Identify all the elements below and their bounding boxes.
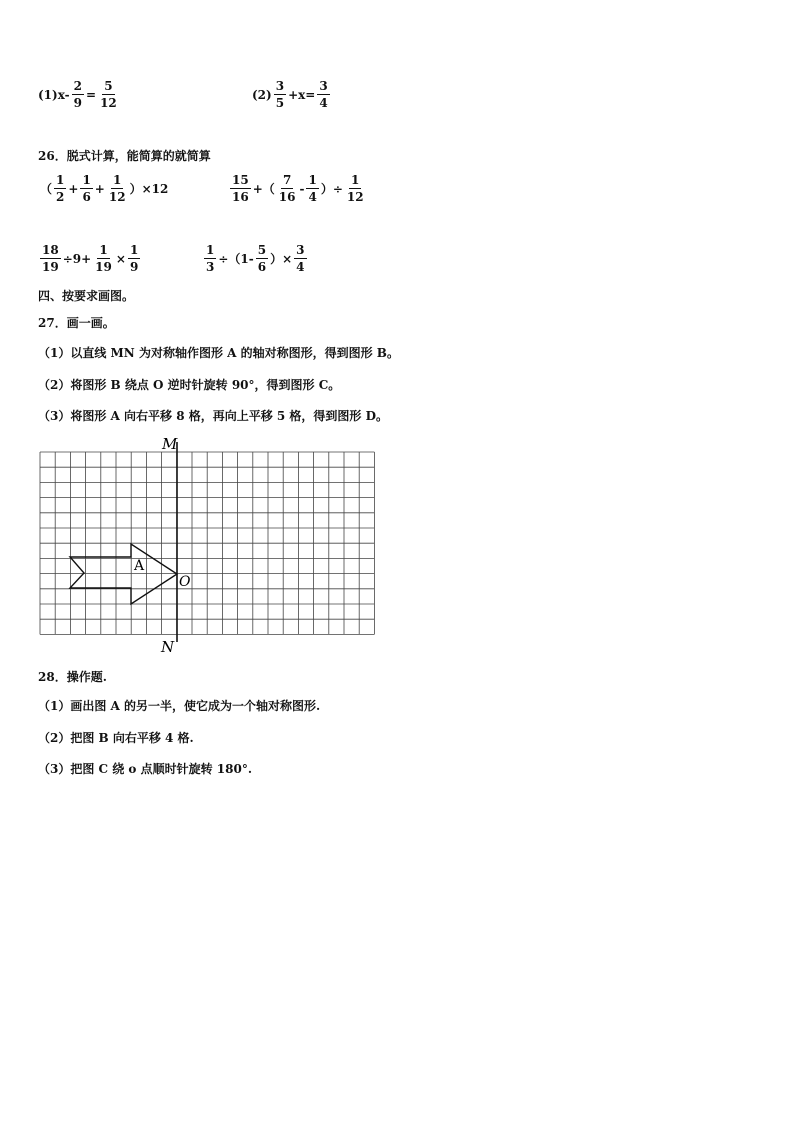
numerator: 3 [296, 243, 305, 257]
label-n: N [161, 638, 175, 655]
fraction [40, 244, 61, 273]
fraction [204, 244, 216, 273]
denominator: 6 [257, 260, 267, 274]
fraction [80, 174, 92, 203]
question-27-item-2: （2）将图形 B 绕点 O 逆时针旋转 90°，得到图形 C。 [38, 378, 341, 392]
expression-4 [202, 244, 309, 273]
fraction [230, 174, 251, 203]
question-28-item-3: （3）把图 C 绕 o 点顺时针旋转 180°. [38, 762, 253, 776]
operator: + [68, 181, 79, 196]
operator: ÷9+ [62, 251, 92, 266]
denominator: 12 [346, 190, 364, 204]
numerator: 3 [319, 79, 328, 93]
fraction [128, 244, 140, 273]
label-a: A [134, 558, 145, 574]
fraction [72, 80, 84, 109]
denominator: 5 [275, 96, 285, 110]
numerator: 1 [56, 173, 65, 187]
numerator: 18 [42, 243, 59, 257]
numerator: 1 [129, 243, 139, 257]
equation-1 [38, 80, 121, 109]
fraction [317, 80, 329, 109]
question-26-title: 26．脱式计算，能简算的就简算 [38, 149, 211, 163]
expression-1 [40, 174, 168, 203]
denominator: 4 [308, 190, 317, 204]
denominator: 6 [82, 190, 91, 204]
operator: +（ [252, 182, 275, 196]
denominator: 9 [129, 260, 139, 274]
question-27-item-3: （3）将图形 A 向右平移 8 格，再向上平移 5 格，得到图形 D。 [38, 409, 389, 423]
grid-figure [30, 430, 390, 655]
label-m: M [162, 435, 178, 453]
fraction [98, 80, 119, 109]
numerator: 1 [99, 243, 108, 257]
operator: × [115, 251, 126, 266]
fraction [294, 244, 306, 273]
operator: ）×12 [129, 182, 169, 196]
numerator: 5 [104, 79, 113, 93]
question-28-item-2: （2）把图 B 向右平移 4 格. [38, 731, 194, 745]
fraction [274, 80, 286, 109]
operator: = [86, 87, 97, 102]
denominator: 4 [319, 96, 328, 110]
numerator: 1 [82, 173, 91, 187]
numerator: 1 [113, 173, 122, 187]
fraction [277, 174, 298, 203]
question-27-title: 27．画一画。 [38, 316, 115, 330]
denominator: 12 [108, 190, 126, 204]
fraction [107, 174, 128, 203]
equation-1-label: (1)x- [38, 87, 70, 102]
numerator: 1 [308, 173, 317, 187]
operator: ÷（1- [218, 252, 254, 266]
operator: +x= [288, 87, 316, 102]
question-27-item-1: （1）以直线 MN 为对称轴作图形 A 的轴对称图形，得到图形 B。 [38, 346, 399, 360]
denominator: 19 [42, 260, 59, 274]
denominator: 3 [206, 260, 215, 274]
operator: ）÷ [320, 182, 343, 196]
numerator: 1 [206, 243, 215, 257]
denominator: 9 [73, 96, 82, 110]
denominator: 2 [56, 190, 65, 204]
fraction [256, 244, 268, 273]
expression-2 [228, 174, 368, 203]
denominator: 4 [296, 260, 305, 274]
fraction [54, 174, 66, 203]
numerator: 1 [351, 173, 360, 187]
numerator: 5 [257, 243, 267, 257]
expression-3 [38, 244, 142, 273]
numerator: 7 [282, 173, 292, 187]
denominator: 19 [95, 260, 112, 274]
equation-2 [252, 80, 332, 109]
fraction [93, 244, 114, 273]
fraction [306, 174, 318, 203]
denominator: 16 [278, 190, 296, 204]
denominator: 16 [232, 190, 249, 204]
grid-lines [40, 452, 374, 634]
section-4-heading: 四、按要求画图。 [38, 289, 135, 303]
numerator: 15 [232, 173, 249, 187]
operator: + [94, 181, 105, 196]
label-o: O [179, 574, 191, 590]
denominator: 12 [100, 96, 117, 110]
fraction [345, 174, 366, 203]
question-28-title: 28．操作题. [38, 670, 107, 684]
operator: - [299, 181, 305, 196]
operator: （ [40, 182, 53, 196]
equation-2-label: (2) [252, 87, 272, 102]
question-28-item-1: （1）画出图 A 的另一半，使它成为一个轴对称图形. [38, 699, 321, 713]
numerator: 2 [73, 79, 82, 93]
numerator: 3 [275, 79, 285, 93]
operator: ）× [270, 252, 293, 266]
